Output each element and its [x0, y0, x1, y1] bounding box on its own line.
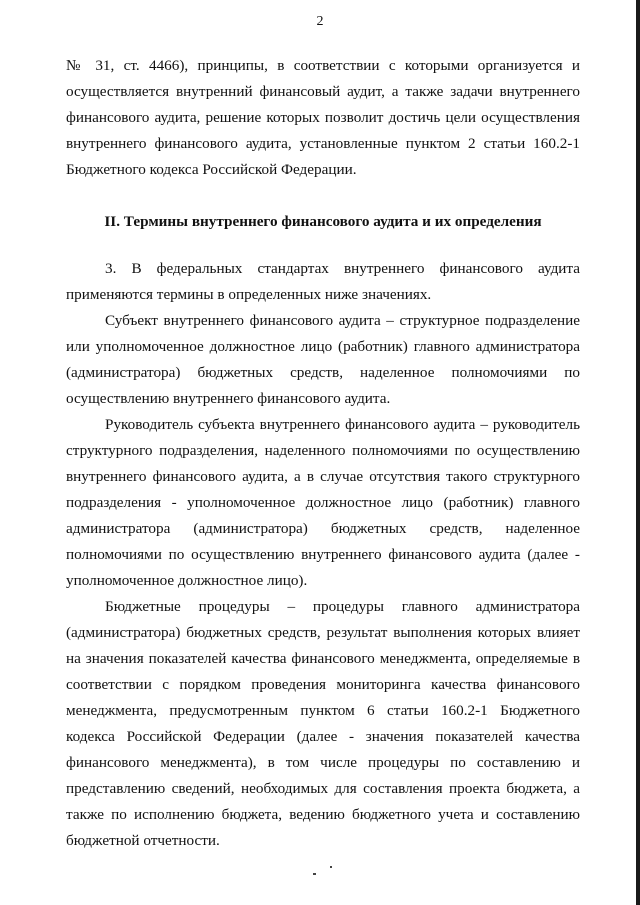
paragraph-budget-procedures: Бюджетные процедуры – процедуры главного администратора (администратора) бюджетных средств, результат выполнения которых влияет на значения показателей качества финансового менеджмента, определяемые в соответствии с порядком проведения мониторинга качества финансового менеджмента, предусмотренным пунктом 6 статьи 160.2-1 Бюджетного кодекса Российской Федерации (далее - значения показателей качества финансового менеджмента), в том числе процедуры по составлению и представлению сведений, необходимых для составления проекта бюджета, а также по исполнению бюджета, ведению бюджетного учета и составлению бюджетной отчетности.	[66, 598, 580, 849]
paragraph-audit-subject: Субъект внутреннего финансового аудита – структурное подразделение или уполномоченное должностное лицо (работник) главного администратора (администратора) бюджетных средств, наделенное полномочиями по осуществлению внутреннего финансового аудита.	[66, 312, 580, 407]
scan-speck	[313, 873, 316, 875]
paragraph-audit-head: Руководитель субъекта внутреннего финансового аудита – руководитель структурного подразделения, наделенного полномочиями по осуществлению внутреннего финансового аудита, а в случае отсутствия такого структурного подразделения - уполномоченное должностное лицо (работник) главного администратора (администратора) бюджетных средств, наделенное полномочиями по осуществлению внутреннего финансового аудита (далее - уполномоченное должностное лицо).	[66, 416, 580, 589]
intro-paragraph: № 31, ст. 4466), принципы, в соответствии с которыми организуется и осуществляется внутренний финансовый аудит, а также задачи внутреннего финансового аудита, решение которых позволит достичь цели осуществления внутреннего финансового аудита, установленные пунктом 2 статьи 160.2-1 Бюджетного кодекса Российской Федерации.	[66, 57, 580, 178]
paragraph-terms-intro: 3. В федеральных стандартах внутреннего финансового аудита применяются термины в определенных ниже значениях.	[66, 260, 580, 303]
page-number: 2	[316, 14, 324, 29]
scan-speck	[330, 866, 332, 868]
section-heading: II. Термины внутреннего финансового аудита и их определения	[104, 213, 542, 230]
scan-edge	[636, 0, 640, 905]
document-body	[66, 53, 580, 854]
